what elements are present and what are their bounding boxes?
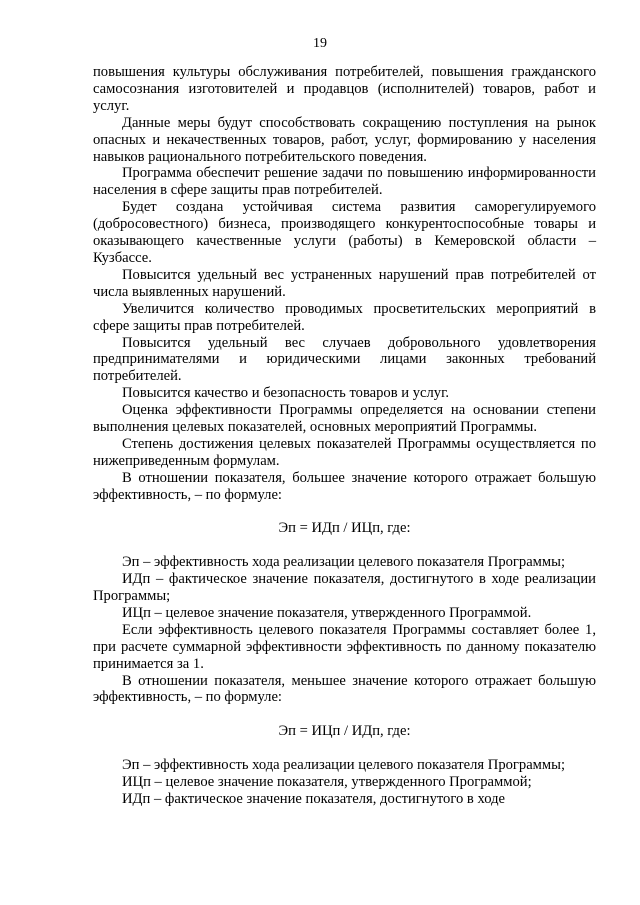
paragraph: В отношении показателя, большее значение которого отражает большую эффективность, – по формуле: [93, 469, 596, 503]
paragraph: Оценка эффективности Программы определяется на основании степени выполнения целевых показателей, основных мероприятий Программы. [93, 402, 596, 436]
paragraph: ИЦп – целевое значение показателя, утвержденного Программой. [122, 604, 532, 621]
blank-line [93, 537, 596, 554]
paragraph: ИДп – фактическое значение показателя, достигнутого в ходе [122, 790, 505, 807]
paragraph: ИЦп – целевое значение показателя, утвержденного Программой; [122, 773, 532, 790]
blank-line [93, 740, 596, 757]
paragraph: Если эффективность целевого показателя Программы составляет более 1, при расчете суммарной эффективности эффективность по данному показателю принимается за 1. [93, 621, 596, 672]
paragraph: Степень достижения целевых показателей Программы осуществляется по нижеприведенным формулам. [93, 435, 596, 469]
paragraph: Повысится удельный вес устраненных нарушений прав потребителей от числа выявленных нарушений. [93, 266, 596, 300]
formula: Эп = ИДп / ИЦп, где: [278, 520, 411, 537]
paragraph: Эп – эффективность хода реализации целевого показателя Программы; [122, 757, 566, 774]
document-body [93, 64, 596, 808]
paragraph: Данные меры будут способствовать сокращению поступления на рынок опасных и некачественных товаров, работ, услуг, формированию у населения навыков рационального потребительского поведения. [93, 114, 596, 165]
paragraph: повышения культуры обслуживания потребителей, повышения гражданского самосознания изготовителей и продавцов (исполнителей) товаров, работ и услуг. [93, 64, 596, 114]
paragraph: ИДп – фактическое значение показателя, достигнутого в ходе реализации Программы; [93, 571, 596, 605]
paragraph: В отношении показателя, меньшее значение которого отражает большую эффективность, – по формуле: [93, 672, 596, 706]
formula: Эп = ИЦп / ИДп, где: [278, 723, 411, 740]
paragraph: Повысится удельный вес случаев добровольного удовлетворения предпринимателями и юридическими лицами законных требований потребителей. [93, 334, 596, 385]
blank-line [93, 706, 596, 723]
blank-line [93, 504, 596, 521]
paragraph: Программа обеспечит решение задачи по повышению информированности населения в сфере защиты прав потребителей. [93, 165, 596, 199]
page-number: 19 [313, 36, 327, 51]
paragraph: Будет создана устойчивая система развития саморегулируемого (добросовестного) бизнеса, производящего конкурентоспособные товары и оказывающего качественные услуги (работы) в Кемеровской области – Кузбассе. [93, 199, 596, 266]
paragraph: Увеличится количество проводимых просветительских мероприятий в сфере защиты прав потребителей. [93, 300, 596, 334]
paragraph: Повысится качество и безопасность товаров и услуг. [122, 385, 450, 402]
paragraph: Эп – эффективность хода реализации целевого показателя Программы; [122, 554, 566, 571]
